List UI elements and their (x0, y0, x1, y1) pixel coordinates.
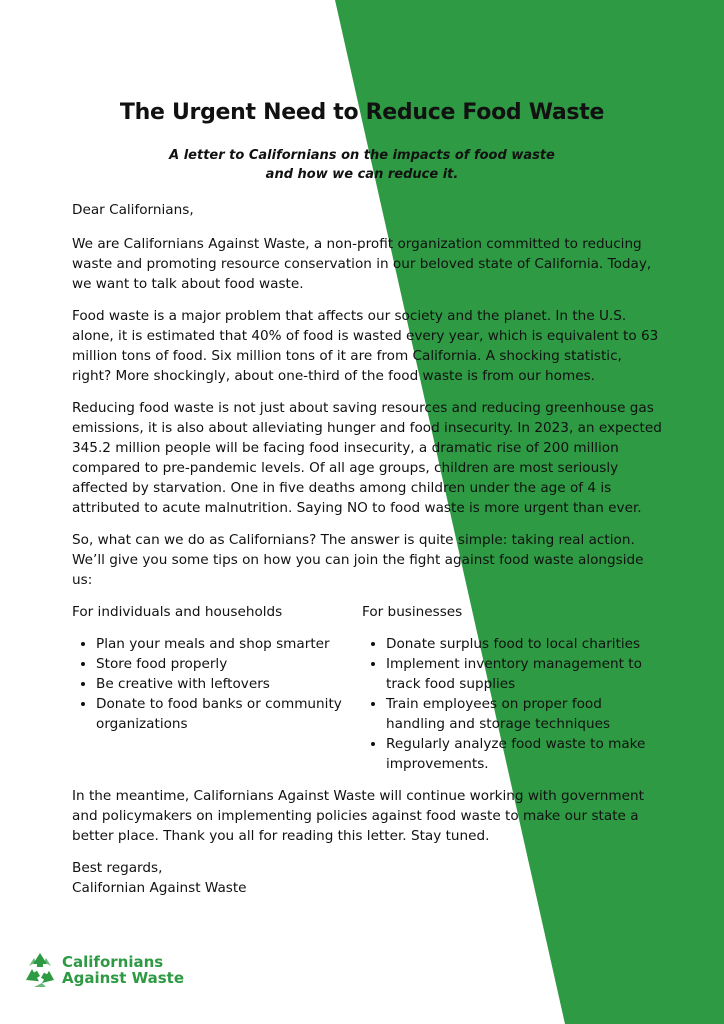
signoff (72, 858, 662, 898)
recycle-icon (20, 950, 60, 990)
greeting: Dear Californians, (72, 202, 194, 218)
tips-businesses-title: For businesses (362, 604, 463, 620)
paragraph-closing: In the meantime, Californians Against Waste will continue working with government and policymakers on implementing policies against food waste to make our state a better place. Thank you all for reading this letter. Stay tuned. (72, 788, 644, 844)
signoff-line-2: Californian Against Waste (72, 880, 247, 896)
logo-text (62, 954, 184, 986)
page-title: The Urgent Need to Reduce Food Waste (119, 100, 605, 125)
logo-line-1: Californians (62, 953, 164, 971)
list-item: • Train employees on proper food handling and storage techniques (386, 694, 662, 734)
list-item: • Store food properly (96, 654, 362, 674)
subtitle-line-2: and how we can reduce it. (265, 167, 459, 182)
tips-businesses-list (362, 634, 662, 774)
list-item: • Implement inventory management to track food supplies (386, 654, 662, 694)
paragraph-action: So, what can we do as Californians? The answer is quite simple: taking real action. We’ll give you some tips on how you can join the fight against food waste alongside us: (72, 532, 644, 588)
tips-columns (72, 602, 662, 774)
list-item: • Be creative with leftovers (96, 674, 362, 694)
list-item: • Plan your meals and shop smarter (96, 634, 362, 654)
paragraph-problem: Food waste is a major problem that affects our society and the planet. In the U.S. alone, it is estimated that 40% of food is wasted every year, which is equivalent to 63 million tons of food. Six million tons of it are from California. A shocking statistic, right? More shockingly, about one-third of the food waste is from our homes. (72, 308, 659, 384)
organization-logo (20, 950, 184, 990)
paragraph-hunger: Reducing food waste is not just about saving resources and reducing greenhouse gas emissions, it is also about alleviating hunger and food insecurity. In 2023, an expected 345.2 million people will be facing food insecurity, a dramatic rise of 200 million compared to pre-pandemic levels. Of all age groups, children are most seriously affected by starvation. One in five deaths among children under the age of 4 is attributed to acute malnutrition. Saying NO to food waste is more urgent than ever. (72, 400, 662, 516)
logo-line-2: Against Waste (62, 969, 185, 987)
tips-individuals (72, 602, 362, 774)
tips-individuals-list (72, 634, 362, 734)
tips-individuals-title: For individuals and households (72, 604, 283, 620)
subtitle (0, 146, 724, 184)
list-item: • Regularly analyze food waste to make improvements. (386, 734, 662, 774)
list-item: • Donate to food banks or community organizations (96, 694, 362, 734)
letter-body (72, 200, 662, 898)
list-item: • Donate surplus food to local charities (386, 634, 662, 654)
signoff-line-1: Best regards, (72, 860, 163, 876)
subtitle-line-1: A letter to Californians on the impacts of food waste (169, 148, 555, 163)
tips-businesses (362, 602, 662, 774)
paragraph-intro: We are Californians Against Waste, a non-profit organization committed to reducing waste and promoting resource conservation in our beloved state of California. Today, we want to talk about food waste. (72, 236, 652, 292)
